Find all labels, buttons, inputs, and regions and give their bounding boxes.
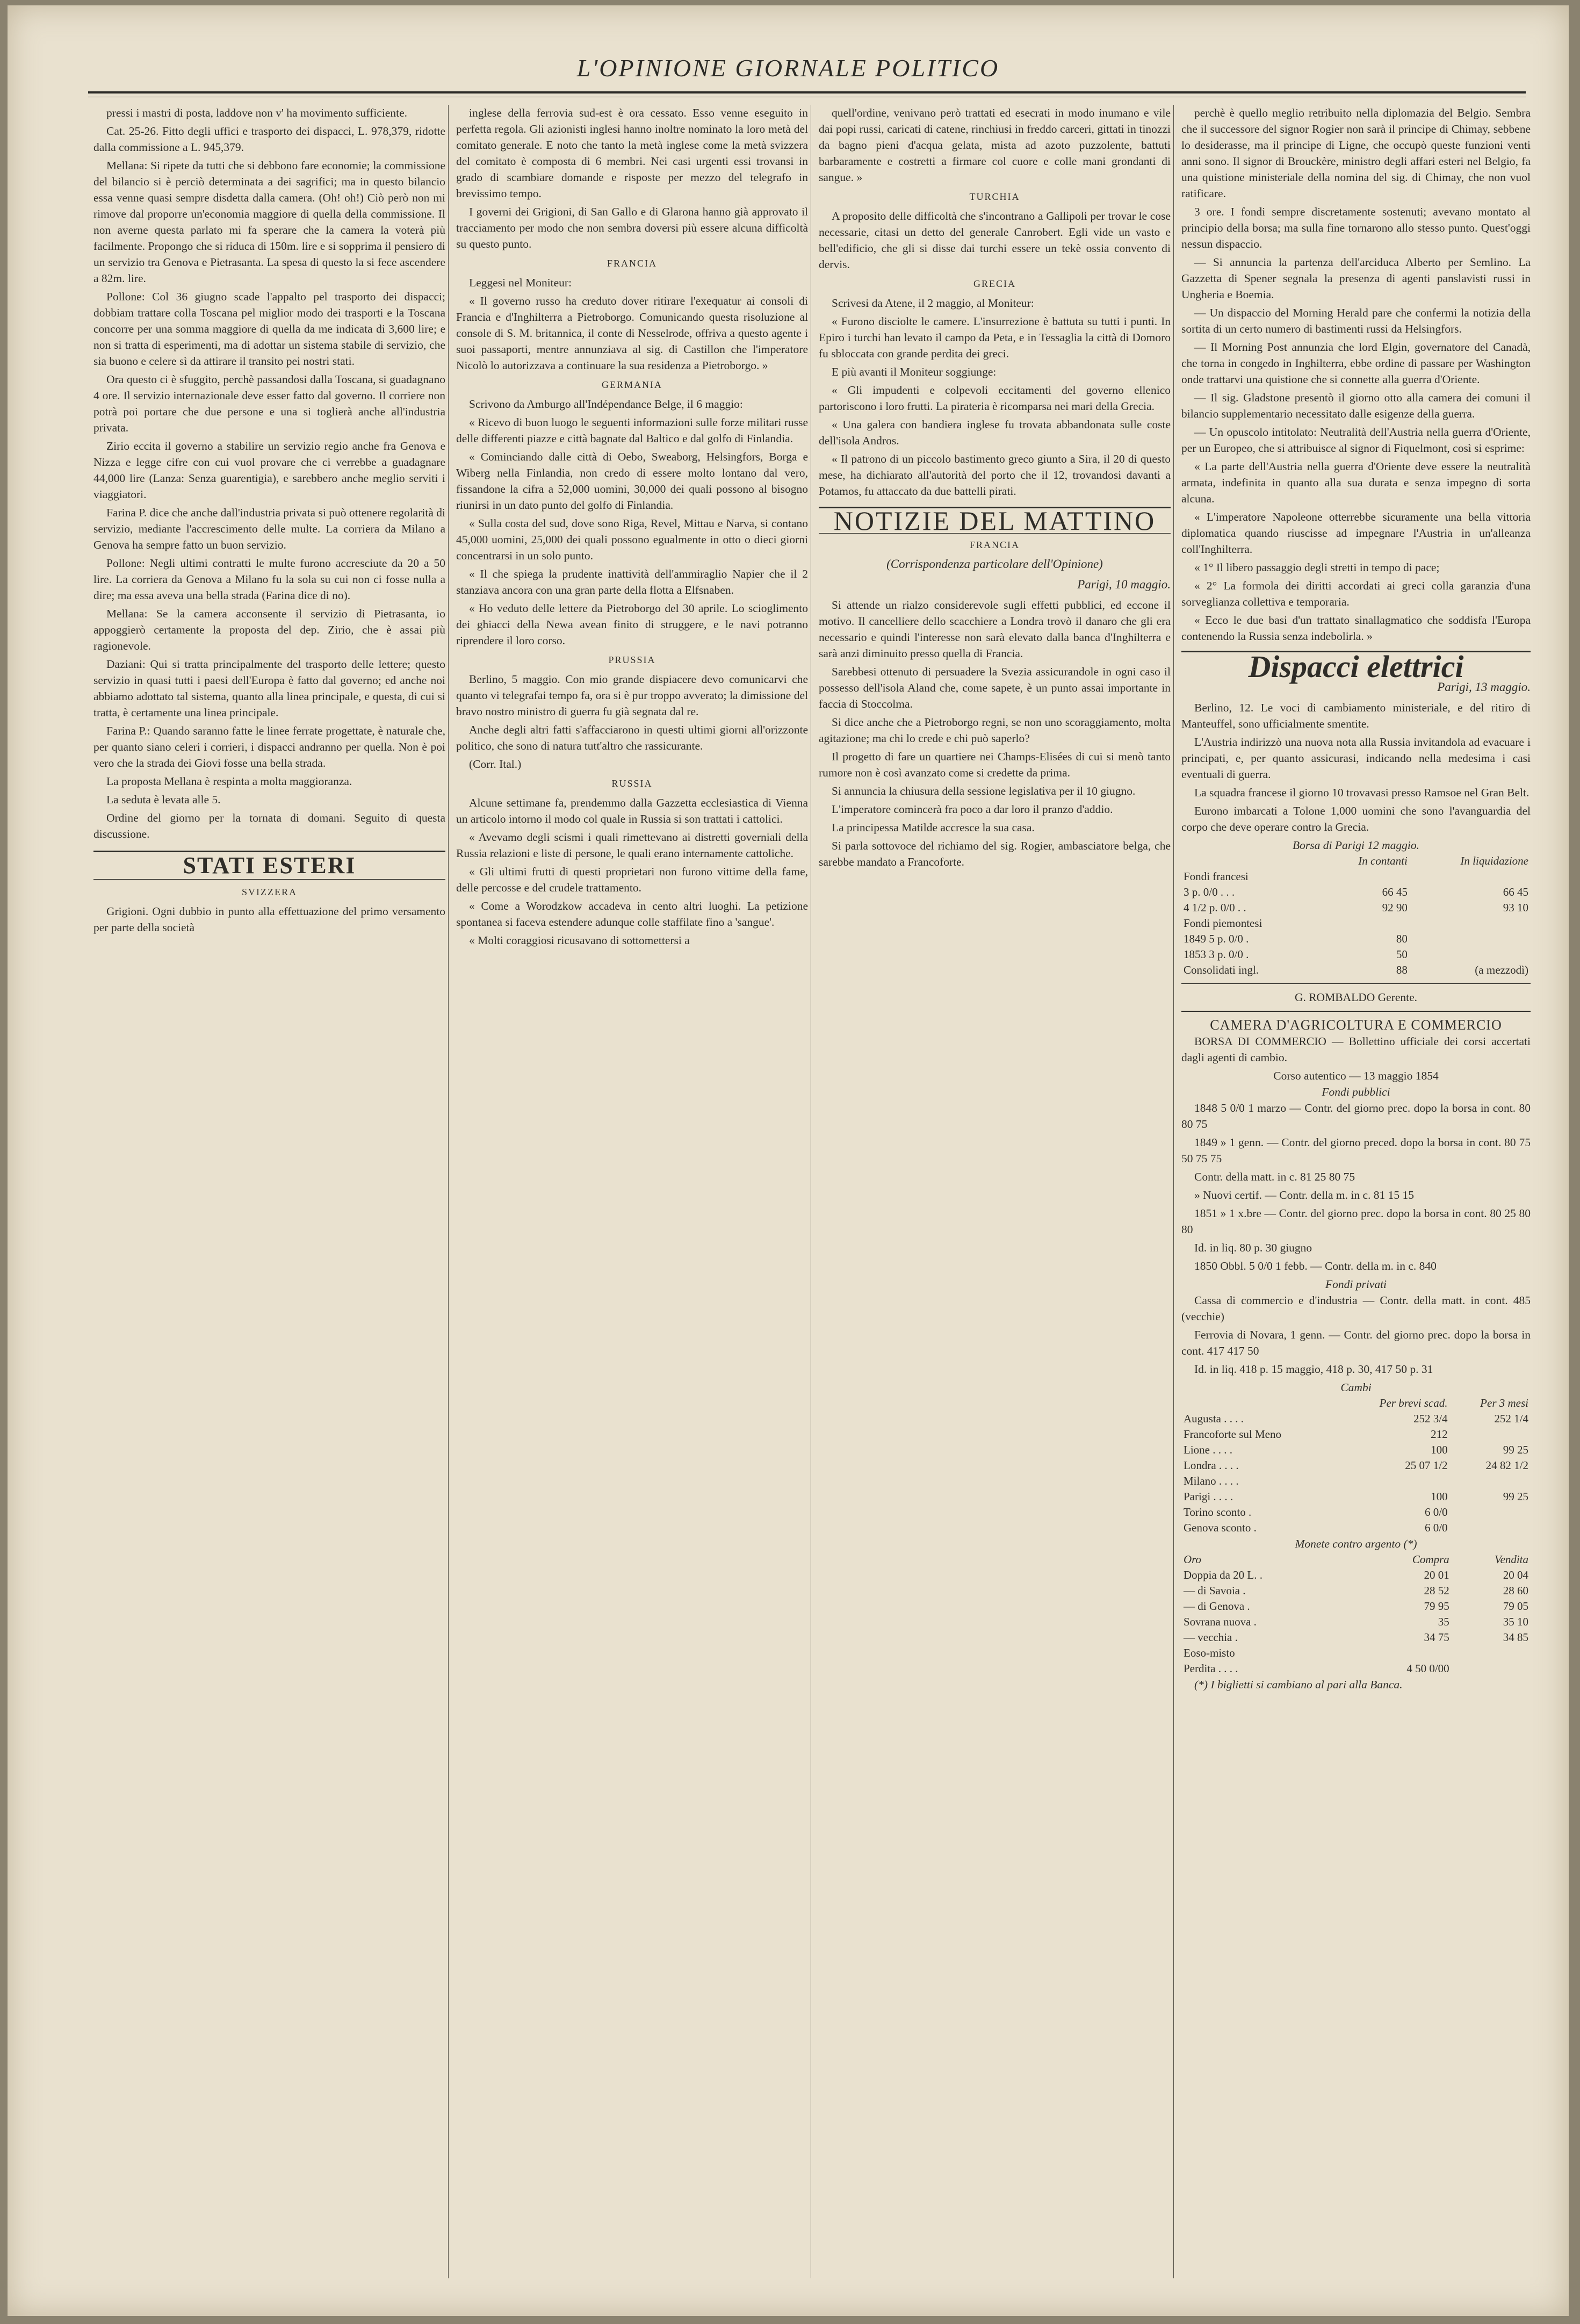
table-cell: 1853 3 p. 0/0 . xyxy=(1184,948,1249,961)
monete-table xyxy=(1181,1552,1531,1677)
paragraph: — Si annuncia la partenza dell'arciduca Alberto per Semlino. La Gazzetta di Spener segnala la presenza di agenti panslavisti russi in Ungheria e Boemia. xyxy=(1181,256,1531,301)
table-cell: 66 45 xyxy=(1382,886,1408,898)
paragraph: Ora questo ci è sfuggito, perchè passandosi dalla Toscana, si guadagnano 4 ore. Il servizio internazionale deve esser fatto dal governo. Il corriere non potrà poi portare che due persone e una si toglierà anche all'industria privata. xyxy=(93,373,445,434)
table-cell: Per 3 mesi xyxy=(1480,1397,1528,1409)
table-cell: Genova sconto . xyxy=(1184,1521,1257,1534)
paragraph: « Furono disciolte le camere. L'insurrezione è battuta su tutti i punti. In Epiro i turchi han levato il campo da Peta, e in Tessaglia la città di Domoro fu sbloccata con grande perdita dei greci. xyxy=(819,315,1171,360)
notizie-title: NOTIZIE DEL MATTINO xyxy=(819,507,1171,534)
paragraph: Si annuncia la chiusura della sessione legislativa per il 10 giugno. xyxy=(832,785,1136,797)
table-cell xyxy=(1452,1661,1531,1677)
table-cell: Parigi . . . . xyxy=(1184,1490,1233,1503)
table-row xyxy=(1181,931,1531,947)
table-row xyxy=(1181,884,1531,900)
paragraph: Scrivono da Amburgo all'Indépendance Belge, il 6 maggio: xyxy=(469,398,743,411)
table-cell: 100 xyxy=(1431,1443,1448,1456)
table-cell: 4 50 0/00 xyxy=(1406,1662,1449,1675)
masthead: L'OPINIONE GIORNALE POLITICO xyxy=(576,54,1000,82)
paragraph: Il progetto di fare un quartiere nei Champs-Elisées di cui si menò tanto rumore non è così avanzato come si credette da prima. xyxy=(819,750,1171,779)
paragraph: Berlino, 12. Le voci di cambiamento ministeriale, e del ritiro di Manteuffel, sono ufficialmente smentite. xyxy=(1181,701,1531,730)
paragraph: quell'ordine, venivano però trattati ed esecrati in modo inumano e vile dai popi russi, caricati di catene, rinchiusi in freddo carceri, gittati in tinozzi da bagno pieni d'acqua gelata, mista ad azoto puzzolente, battuti barbaramente e costretti a firmare col cuore e colle mani grondanti di sangue. » xyxy=(819,106,1171,184)
paragraph: E più avanti il Moniteur soggiunge: xyxy=(832,365,997,378)
table-cell: — vecchia . xyxy=(1184,1631,1238,1644)
paragraph: — Il Morning Post annunzia che lord Elgin, governatore del Canadà, che torna in congedo in Inghilterra, ebbe ordine di passare per Washington onde trattarvi una quistione che si connette alla guerra d'Oriente. xyxy=(1181,341,1531,386)
column-divider xyxy=(1173,105,1174,2278)
table-cell xyxy=(1354,1645,1452,1661)
paragraph: La principessa Matilde accresce la sua casa. xyxy=(832,821,1035,834)
table-cell: In contanti xyxy=(1358,854,1408,867)
monete-title: Monete contro argento (*) xyxy=(1295,1537,1417,1550)
paragraph: 1851 » 1 x.bre — Contr. del giorno prec. dopo la borsa in cont. 80 25 80 80 xyxy=(1181,1207,1531,1236)
fondi-pubblici-list xyxy=(1181,1100,1531,1274)
paragraph: Alcune settimane fa, prendemmo dalla Gazzetta ecclesiastica di Vienna un articolo intorno il modo col quale in Russia si son trattati i cattolici. xyxy=(456,796,808,825)
table-cell: Augusta . . . . xyxy=(1184,1412,1244,1425)
table-row xyxy=(1181,869,1531,884)
table-cell: (a mezzodì) xyxy=(1475,963,1528,976)
paragraph: « L'imperatore Napoleone otterrebbe sicuramente una bella vittoria diplomatica quando riuscisse ad impegnare l'Austria in un'alleanza coll'Inghilterra. xyxy=(1181,510,1531,556)
table-cell: — di Genova . xyxy=(1184,1600,1250,1613)
table-row xyxy=(1181,916,1531,931)
column-divider xyxy=(448,105,449,2278)
table-row xyxy=(1181,947,1531,962)
paragraph: L'Austria indirizzò una nuova nota alla Russia invitandola ad evacuare i principati, e, per quanto assicurasi, indicando nella medesima i casi eventuali di guerra. xyxy=(1181,736,1531,781)
paragraph: — Il sig. Gladstone presentò il giorno otto alla camera dei comuni il bilancio supplementario necessitato dalle esigenze della guerra. xyxy=(1181,391,1531,420)
column-3-body xyxy=(819,105,1171,185)
grecia-body xyxy=(819,295,1171,499)
table-row xyxy=(1181,1442,1531,1458)
paragraph: (Corr. Ital.) xyxy=(469,758,522,771)
column-1-body xyxy=(93,105,445,842)
table-cell: 35 xyxy=(1438,1615,1449,1628)
borsa-table xyxy=(1181,853,1531,978)
paragraph: La proposta Mellana è respinta a molta maggioranza. xyxy=(106,775,352,788)
paragraph: « 2° La formola dei diritti accordati ai greci colla garanzia d'una sorveglianza collettiva e temporaria. xyxy=(1181,579,1531,608)
table-cell: Torino sconto . xyxy=(1184,1506,1252,1519)
camera-date: Corso autentico — 13 maggio 1854 xyxy=(1273,1069,1439,1082)
paragraph: « Una galera con bandiera inglese fu trovata abbandonata sulle coste dell'isola Andros. xyxy=(819,418,1171,447)
paragraph: perchè è quello meglio retribuito nella diplomazia del Belgio. Sembra che il successore del signor Rogier non sarà il principe di Chimay, sebbene lo desiderasse, ma il principe di Ligne, che occupò queste funzioni venti anni sono. Il signor di Brouckère, ministro degli affari esteri nel Belgio, fa una quistione ministeriale della nomina del sig. di Chimay, che non vuol ratificare. xyxy=(1181,106,1531,200)
paragraph: « Cominciando dalle città di Oebo, Sweaborg, Helsingfors, Borga e Wiberg nella Finlandia, non credo di essere molto lontano dal vero, fissandone la cifra a 52,000 uomini, 30,000 dei quali possono al bisogno riunirsi in un dato punto del golfo di Finlandia. xyxy=(456,450,808,512)
table-cell: 93 10 xyxy=(1503,901,1528,914)
table-cell: 24 82 1/2 xyxy=(1485,1459,1528,1472)
table-row xyxy=(1181,1645,1531,1661)
paragraph: » Nuovi certif. — Contr. della m. in c. 81 15 15 xyxy=(1194,1189,1415,1201)
table-cell xyxy=(1450,1505,1531,1520)
table-cell xyxy=(1181,853,1320,869)
table-cell: 28 52 xyxy=(1424,1584,1449,1597)
table-cell: Vendita xyxy=(1495,1553,1528,1566)
table-cell: 99 25 xyxy=(1503,1443,1528,1456)
paragraph: « Ricevo di buon luogo le seguenti informazioni sulle forze militari russe delle differenti piazze e città bagnate dal Baltico e dal golfo di Finlandia. xyxy=(456,416,808,445)
table-cell: Compra xyxy=(1412,1553,1449,1566)
table-cell: 3 p. 0/0 . . . xyxy=(1184,886,1235,898)
cambi-table xyxy=(1181,1395,1531,1536)
paragraph: Cat. 25-26. Fitto degli uffici e trasporto dei dispacci, L. 978,379, ridotte dalla commissione a L. 945,379. xyxy=(93,125,445,154)
paragraph: « Il patrono di un piccolo bastimento greco giunto a Sira, il 20 di questo mese, ha dichiarato all'autorità del porto che il 12, trovandosi davanti a Potamos, fu attaccato da due battelli pirati. xyxy=(819,452,1171,498)
paragraph: « Molti coraggiosi ricusavano di sottomettersi a xyxy=(469,934,690,947)
paragraph: « Ecco le due basi d'un trattato sinallagmatico che soddisfa l'Europa contenendo la Russia senza indebolirla. » xyxy=(1181,614,1531,643)
table-cell: Francoforte sul Meno xyxy=(1184,1428,1281,1441)
table-cell: 6 0/0 xyxy=(1424,1521,1448,1534)
table-cell: 100 xyxy=(1431,1490,1448,1503)
table-cell: 4 1/2 p. 0/0 . . xyxy=(1184,901,1246,914)
table-cell xyxy=(1450,1427,1531,1442)
prussia-body xyxy=(456,671,808,772)
camera-sub: BORSA DI COMMERCIO — Bollettino ufficiale dei corsi accertati dagli agenti di cambio. xyxy=(1181,1035,1531,1064)
table-cell: 28 60 xyxy=(1503,1584,1528,1597)
paragraph: La seduta è levata alle 5. xyxy=(106,793,221,806)
table-cell: 34 85 xyxy=(1503,1631,1528,1644)
table-cell: Milano . . . . xyxy=(1184,1474,1239,1487)
table-cell xyxy=(1450,1520,1531,1536)
table-row xyxy=(1181,1458,1531,1473)
fondi-privati-list xyxy=(1181,1292,1531,1377)
paragraph: La squadra francese il giorno 10 trovavasi presso Ramsoe nel Gran Belt. xyxy=(1194,786,1530,799)
table-cell: Per brevi scad. xyxy=(1379,1397,1448,1409)
masthead-rule xyxy=(88,91,1526,93)
paragraph: 3 ore. I fondi sempre discretamente sostenuti; avevano montato al principio della borsa; ma sulla fine tornarono allo stesso punto. Quest'oggi nessun dispaccio. xyxy=(1181,205,1531,250)
paragraph: « 1° Il libero passaggio degli stretti in tempo di pace; xyxy=(1194,561,1440,574)
paragraph: Farina P. dice che anche dall'industria privata si può ottenere regolarità di servizio, mediante l'accrescimento delle multe. La corriera da Milano a Genova ha sempre fatto un buon servizio. xyxy=(93,506,445,551)
table-cell xyxy=(1410,869,1531,884)
paragraph: pressi i mastri di posta, laddove non v' ha movimento sufficiente. xyxy=(106,106,407,119)
column-1 xyxy=(93,105,445,938)
russia-body xyxy=(456,795,808,948)
table-cell xyxy=(1320,869,1410,884)
table-cell: 252 3/4 xyxy=(1413,1412,1448,1425)
paragraph: « Il governo russo ha creduto dover ritirare l'exequatur ai consoli di Francia e d'Inghilterra a Pietroborgo. Comunicando questa risoluzione al console di S. M. britannica, il conte di Nesselrode, offriva a questo agente i suoi passaporti, mentre annunziava al sig. di Castillon che l'imperatore Nicolò lo autorizzava a continuare la sua residenza a Pietroborgo. » xyxy=(456,294,808,372)
table-cell: Doppia da 20 L. . xyxy=(1184,1568,1262,1581)
dispacci-date: Parigi, 13 maggio. xyxy=(1437,680,1531,694)
paragraph: Berlino, 5 maggio. Con mio grande dispiacere devo comunicarvi che quanto vi telegrafai tempo fa, ora si è pur troppo avverato; la dimissione del bravo nostro ministro di guerra fu già segnata dal re. xyxy=(456,673,808,718)
table-cell xyxy=(1452,1645,1531,1661)
notizie-francia-head: FRANCIA xyxy=(969,539,1020,550)
column-2-body xyxy=(456,105,808,252)
paragraph: Eurono imbarcati a Tolone 1,000 uomini che sono l'avanguardia del corpo che deve operare contro la Grecia. xyxy=(1181,804,1531,833)
svizzera-head: SVIZZERA xyxy=(242,887,297,897)
notizie-corr: (Corrispondenza particolare dell'Opinione) xyxy=(886,557,1103,571)
table-row xyxy=(1181,1505,1531,1520)
table-cell: 6 0/0 xyxy=(1424,1506,1448,1519)
paragraph: Mellana: Se la camera acconsente il servizio di Pietrasanta, io appoggierò certamente la proposta del dep. Zirio, che è assai più ragionevole. xyxy=(93,607,445,652)
table-cell xyxy=(1450,1473,1531,1489)
table-cell xyxy=(1181,1395,1338,1411)
table-cell: 79 95 xyxy=(1424,1600,1449,1613)
dispacci-body xyxy=(1181,700,1531,835)
table-cell: 212 xyxy=(1431,1428,1448,1441)
table-cell xyxy=(1338,1473,1449,1489)
table-cell xyxy=(1410,916,1531,931)
table-cell: Sovrana nuova . xyxy=(1184,1615,1257,1628)
table-cell: Eoso-misto xyxy=(1184,1646,1235,1659)
paragraph: L'imperatore comincerà fra poco a dar loro il pranzo d'addio. xyxy=(832,803,1113,816)
camera-title: CAMERA D'AGRICOLTURA E COMMERCIO xyxy=(1181,1011,1531,1033)
paragraph: Ordine del giorno per la tornata di domani. Seguito di questa discussione. xyxy=(93,811,445,840)
paragraph: « Sulla costa del sud, dove sono Riga, Revel, Mittau e Narva, si contano 45,000 uomini, 25,000 dei quali possono egualmente in otto o dieci giorni concentrarsi in un solo punto. xyxy=(456,517,808,562)
paragraph: Mellana: Si ripete da tutti che si debbono fare economie; la commissione del bilancio si è perciò determinata a dei sagrifici; ma in questo bilancio essa venne quasi sempre disdetta dalla camera. (Oh! oh!) Ciò però non mi rimove dal proporre un'economia maggiore di quella della commissione. Il non averne questa parlato mi fa sperare che la camera la voterà più facilmente. Propongo che si riduca di 150m. lire e si sopprima il pensiero di un servizio tra Genova e Pietrasanta. La spesa di questo la si fece ascendere a 82m. lire. xyxy=(93,159,445,285)
paragraph: Cassa di commercio e d'industria — Contr. della matt. in cont. 485 (vecchie) xyxy=(1181,1294,1531,1323)
paragraph: Contr. della matt. in c. 81 25 80 75 xyxy=(1194,1170,1355,1183)
paragraph: inglese della ferrovia sud-est è ora cessato. Esso venne eseguito in perfetta regola. Gli azionisti inglesi hanno inoltre nominato la loro metà del comitato generale. E noto che tanto la metà inglese come la metà svizzera del comitato è composta di 6 membri. Nei casi urgenti essi trovansi in grado di scambiare domande e risposte per mezzo del telegrafo in brevissimo tempo. xyxy=(456,106,808,200)
paragraph: 1849 » 1 genn. — Contr. del giorno preced. dopo la borsa in cont. 80 75 50 75 75 xyxy=(1181,1136,1531,1165)
table-cell: Lione . . . . xyxy=(1184,1443,1232,1456)
table-cell: Fondi piemontesi xyxy=(1184,917,1262,930)
table-row xyxy=(1181,1473,1531,1489)
paragraph: — Un opuscolo intitolato: Neutralità dell'Austria nella guerra d'Oriente, per un Europeo, che si attribuisce al signor di Fiquelmont, così si esprime: xyxy=(1181,426,1531,455)
stati-esteri-title: STATI ESTERI xyxy=(93,851,445,880)
table-cell xyxy=(1410,947,1531,962)
table-cell: 99 25 xyxy=(1503,1490,1528,1503)
table-cell: Londra . . . . xyxy=(1184,1459,1239,1472)
russia-head: RUSSIA xyxy=(611,778,653,789)
divider xyxy=(1181,983,1531,984)
paragraph: A proposito delle difficoltà che s'incontrano a Gallipoli per trovar le cose necessarie, citasi un detto del generale Canrobert. Egli vide un vasto e bell'edificio, che gli si disse dai turchi essere un tekè ossia convento di dervis. xyxy=(819,210,1171,271)
francia-head: FRANCIA xyxy=(607,258,657,269)
paragraph: Si attende un rialzo considerevole sugli effetti pubblici, ed eccone il motivo. Il cancelliere dello scacchiere a Londra trovò il danaro che gli era necessario e quindi l'interesse non sarà elevato dalla banca d'Inghilterra e sarà anzi diminuito presso quella di Francia. xyxy=(819,599,1171,660)
table-cell: 79 05 xyxy=(1503,1600,1528,1613)
table-cell: 25 07 1/2 xyxy=(1405,1459,1448,1472)
paragraph: Id. in liq. 80 p. 30 giugno xyxy=(1194,1241,1312,1254)
paragraph: Pollone: Negli ultimi contratti le multe furono accresciute da 20 a 50 lire. La corriera da Genova a Milano fu la sola su cui non ci fosse nulla a dire; ma essa aveva una bella strada (Farina dice di no). xyxy=(93,557,445,602)
germania-body xyxy=(456,396,808,649)
paragraph: I governi dei Grigioni, di San Gallo e di Glarona hanno già approvato il tracciamento per modo che non sembra doversi più essere alcuna difficoltà su questo punto. xyxy=(456,205,808,250)
paragraph: « Gli impudenti e colpevoli eccitamenti del governo ellenico partoriscono i loro frutti. La pirateria è ricomparsa nei mari della Grecia. xyxy=(819,384,1171,413)
column-2 xyxy=(456,105,808,951)
turchia-head: TURCHIA xyxy=(969,191,1020,202)
paragraph: « La parte dell'Austria nella guerra d'Oriente deve essere la neutralità armata, indefinita in quanto alla sua durata e senza impegno di sorta alcuna. xyxy=(1181,460,1531,505)
turchia-body xyxy=(819,208,1171,272)
germania-head: GERMANIA xyxy=(602,379,662,390)
francia-body xyxy=(456,275,808,373)
paragraph: « Ho veduto delle lettere da Pietroborgo del 30 aprile. Lo scioglimento dei ghiacci della Newa avean finito di struggere, e le navi potranno riprendere il loro corso. xyxy=(456,602,808,647)
table-cell: 80 xyxy=(1396,932,1408,945)
paragraph: 1848 5 0/0 1 marzo — Contr. del giorno prec. dopo la borsa in cont. 80 80 75 xyxy=(1181,1102,1531,1131)
column-3 xyxy=(819,105,1171,872)
paragraph: « Gli ultimi frutti di questi proprietari non furono vittime della fame, delle percosse e del crudele trattamento. xyxy=(456,865,808,894)
paragraph: Farina P.: Quando saranno fatte le linee ferrate progettate, è naturale che, per quanto siano celeri i corrieri, i dispacci andranno per quella. Non è poi vero che la strada dei Giovi fosse una bella strada. xyxy=(93,724,445,769)
grigioni-paragraph: Grigioni. Ogni dubbio in punto alla effettuazione del primo versamento per parte della società xyxy=(93,905,445,934)
table-cell: 35 10 xyxy=(1503,1615,1528,1628)
table-cell: 88 xyxy=(1396,963,1408,976)
table-cell: 92 90 xyxy=(1382,901,1408,914)
table-header-row xyxy=(1181,1395,1531,1411)
paragraph: Sarebbesi ottenuto di persuadere la Svezia assicurandole in ogni caso il possesso dell'isola Aland che, come sapete, è un punto assai importante in faccia di Stoccolma. xyxy=(819,665,1171,710)
notizie-date: Parigi, 10 maggio. xyxy=(1077,578,1171,591)
table-cell: — di Savoia . xyxy=(1184,1584,1246,1597)
table-row xyxy=(1181,900,1531,916)
table-row xyxy=(1181,1614,1531,1630)
paragraph: Si parla sottovoce del richiamo del sig. Rogier, ambasciatore belga, che sarebbe mandato a Francoforte. xyxy=(819,839,1171,868)
gerente: G. ROMBALDO Gerente. xyxy=(1294,991,1418,1004)
paragraph: Leggesi nel Moniteur: xyxy=(469,276,572,289)
table-header-row xyxy=(1181,853,1531,869)
paragraph: Scrivesi da Atene, il 2 maggio, al Moniteur: xyxy=(832,297,1034,310)
table-row xyxy=(1181,1520,1531,1536)
table-row xyxy=(1181,962,1531,978)
table-header-row xyxy=(1181,1552,1531,1567)
table-cell: In liquidazione xyxy=(1460,854,1528,867)
column-4-body xyxy=(1181,105,1531,644)
table-cell: 66 45 xyxy=(1503,886,1528,898)
dispacci-title: Dispacci elettrici xyxy=(1181,651,1531,675)
fondi-privati-title: Fondi privati xyxy=(1325,1278,1387,1291)
paragraph: « Avevamo degli scismi i quali rimettevano ai distretti governiali della Russia relazioni e liste di persone, le quali erano internamente cattoliche. xyxy=(456,831,808,860)
notizie-body xyxy=(819,597,1171,870)
table-cell: 252 1/4 xyxy=(1494,1412,1528,1425)
paragraph: 1850 Obbl. 5 0/0 1 febb. — Contr. della m. in c. 840 xyxy=(1194,1260,1437,1272)
prussia-head: PRUSSIA xyxy=(608,654,656,665)
table-row xyxy=(1181,1599,1531,1614)
table-cell: 1849 5 p. 0/0 . xyxy=(1184,932,1249,945)
paragraph: Id. in liq. 418 p. 15 maggio, 418 p. 30, 417 50 p. 31 xyxy=(1194,1363,1433,1376)
paragraph: Ferrovia di Novara, 1 genn. — Contr. del giorno prec. dopo la borsa in cont. 417 417 50 xyxy=(1181,1328,1531,1357)
table-cell xyxy=(1410,931,1531,947)
table-cell xyxy=(1320,916,1410,931)
table-row xyxy=(1181,1411,1531,1427)
table-row xyxy=(1181,1567,1531,1583)
borsa-title: Borsa di Parigi 12 maggio. xyxy=(1293,839,1419,852)
paragraph: Anche degli altri fatti s'affacciarono in questi ultimi giorni all'orizzonte politico, che sono di natura tutt'altro che rassicurante. xyxy=(456,723,808,752)
table-cell: Consolidati ingl. xyxy=(1184,963,1259,976)
footnote: (*) I biglietti si cambiano al pari alla Banca. xyxy=(1194,1678,1403,1691)
table-row xyxy=(1181,1489,1531,1505)
paragraph: — Un dispaccio del Morning Herald pare che confermi la notizia della sortita di un certo numero di bastimenti russi da Helsingfors. xyxy=(1181,306,1531,335)
table-row xyxy=(1181,1427,1531,1442)
table-cell: 34 75 xyxy=(1424,1631,1449,1644)
cambi-title: Cambi xyxy=(1340,1381,1372,1394)
paragraph: « Il che spiega la prudente inattività dell'ammiraglio Napier che il 2 stanziava ancora con una gran parte della flotta a Elfsnaben. xyxy=(456,567,808,596)
column-4 xyxy=(1181,105,1531,1695)
table-cell: Oro xyxy=(1184,1553,1202,1566)
table-cell: Fondi francesi xyxy=(1184,870,1249,883)
table-cell: 20 04 xyxy=(1503,1568,1528,1581)
table-cell: 20 01 xyxy=(1424,1568,1449,1581)
paragraph: Pollone: Col 36 giugno scade l'appalto pel trasporto dei dispacci; dobbiam trattare colla Toscana pel miglior modo dei trasporti e la Toscana concorre per una somma maggiore di quella da me indicata di 3,600 lire; e non si tratta di esperimenti, ma di adottar un sistema stabile di servizio, che sia buono e celere sì da attirare il transito pei nostri stati. xyxy=(93,290,445,368)
table-cell: 50 xyxy=(1396,948,1408,961)
table-row xyxy=(1181,1661,1531,1677)
table-row xyxy=(1181,1630,1531,1645)
paragraph: Zirio eccita il governo a stabilire un servizio regio anche fra Genova e Nizza e legge cifre con cui vuol provare che ci verrebbe a guadagnare 44,000 lire (Lanza: Senza guarentigia), e sarebbero anche meglio serviti i viaggiatori. xyxy=(93,440,445,501)
paragraph: Si dice anche che a Pietroborgo regni, se non uno scoraggiamento, molta agitazione; ma chi lo crede e chi può saperlo? xyxy=(819,716,1171,745)
paragraph: Daziani: Qui si tratta principalmente del trasporto delle lettere; questo servizio in quasi tutti i paesi dell'Europa è fatto dal governo; ed anche noi abbiamo adottato tal sistema, quanto alla linea principale, e questa, di cui si tratta, è certamente una linea principale. xyxy=(93,658,445,719)
grecia-head: GRECIA xyxy=(973,278,1016,289)
fondi-pubblici-title: Fondi pubblici xyxy=(1322,1085,1390,1098)
table-cell: Perdita . . . . xyxy=(1184,1662,1238,1675)
newspaper-page xyxy=(8,5,1569,2316)
table-row xyxy=(1181,1583,1531,1599)
paragraph: « Come a Worodzkow accadeva in cento altri luoghi. La petizione spontanea si faceva estendere adunque colle staffilate fino a 'sangue'. xyxy=(456,900,808,929)
